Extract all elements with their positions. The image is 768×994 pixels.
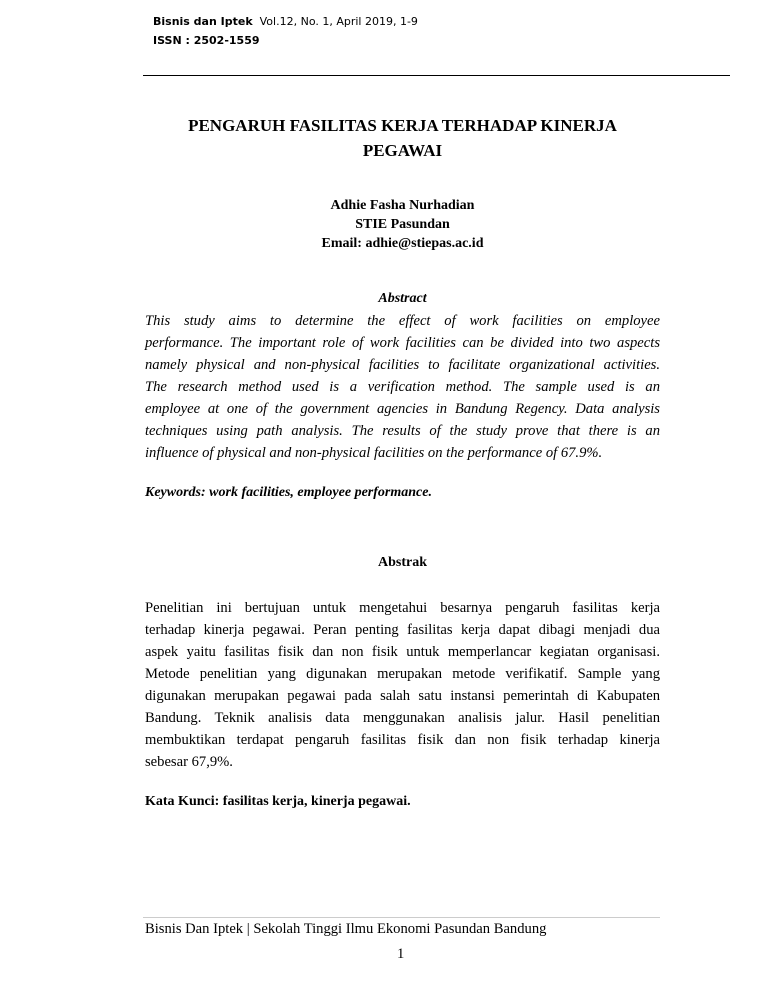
paragraph-line: Bandung. Teknik analisis data menggunakan analisis jalur. Hasil penelitian — [145, 710, 660, 726]
paragraph-line: employee at one of the government agencies in Bandung Regency. Data analysis — [145, 401, 660, 417]
abstrak-heading: Abstrak — [377, 555, 427, 570]
paragraph-line: membuktikan terdapat pengaruh fasilitas fisik dan non fisik terhadap kinerja — [145, 732, 660, 748]
paragraph-line: Penelitian ini bertujuan untuk mengetahui besarnya pengaruh fasilitas kerja — [145, 600, 660, 616]
footer-rule — [143, 917, 660, 918]
author-email: Email: adhie@stiepas.ac.id — [321, 236, 484, 251]
keywords: Keywords: work facilities, employee performance. — [145, 485, 432, 500]
paragraph-line: namely physical and non-physical facilities to facilitate organizational activities. — [145, 357, 660, 373]
running-header-journal — [153, 15, 418, 28]
journal-name: Bisnis dan Iptek — [153, 15, 253, 28]
journal-volume: Vol.12, No. 1, April 2019, 1-9 — [259, 15, 418, 28]
paragraph-line: performance. The important role of work facilities can be divided into two aspects — [145, 335, 660, 351]
paragraph-line: This study aims to determine the effect of work facilities on employee — [145, 313, 660, 329]
page-number: 1 — [397, 946, 405, 962]
title-line-2: PEGAWAI — [362, 141, 443, 160]
abstract-heading: Abstract — [378, 291, 427, 306]
paragraph-line: digunakan merupakan pegawai pada salah satu instansi pemerintah di Kabupaten — [145, 688, 660, 704]
paragraph-line: terhadap kinerja pegawai. Peran penting fasilitas kerja dapat dibagi menjadi dua — [145, 622, 660, 638]
paragraph-line: aspek yaitu fasilitas fisik dan non fisik untuk memperlancar kegiatan organisasi. — [145, 644, 660, 660]
paragraph-line: influence of physical and non-physical facilities on the performance of 67.9%. — [145, 445, 603, 461]
header-rule — [143, 75, 730, 76]
author-affiliation: STIE Pasundan — [355, 217, 450, 232]
kata-kunci: Kata Kunci: fasilitas kerja, kinerja pegawai. — [145, 794, 411, 809]
issn: ISSN : 2502-1559 — [153, 34, 260, 47]
paragraph-line: The research method used is a verification method. The sample used is an — [145, 379, 660, 395]
paragraph-line: techniques using path analysis. The results of the study prove that there is an — [145, 423, 660, 439]
author-name: Adhie Fasha Nurhadian — [330, 198, 475, 213]
title-line-1: PENGARUH FASILITAS KERJA TERHADAP KINERJA — [188, 116, 617, 135]
footer-text: Bisnis Dan Iptek | Sekolah Tinggi Ilmu Ekonomi Pasundan Bandung — [145, 921, 547, 937]
paragraph-line: sebesar 67,9%. — [145, 754, 233, 770]
paragraph-line: Metode penelitian yang digunakan merupakan metode verifikatif. Sample yang — [145, 666, 660, 682]
